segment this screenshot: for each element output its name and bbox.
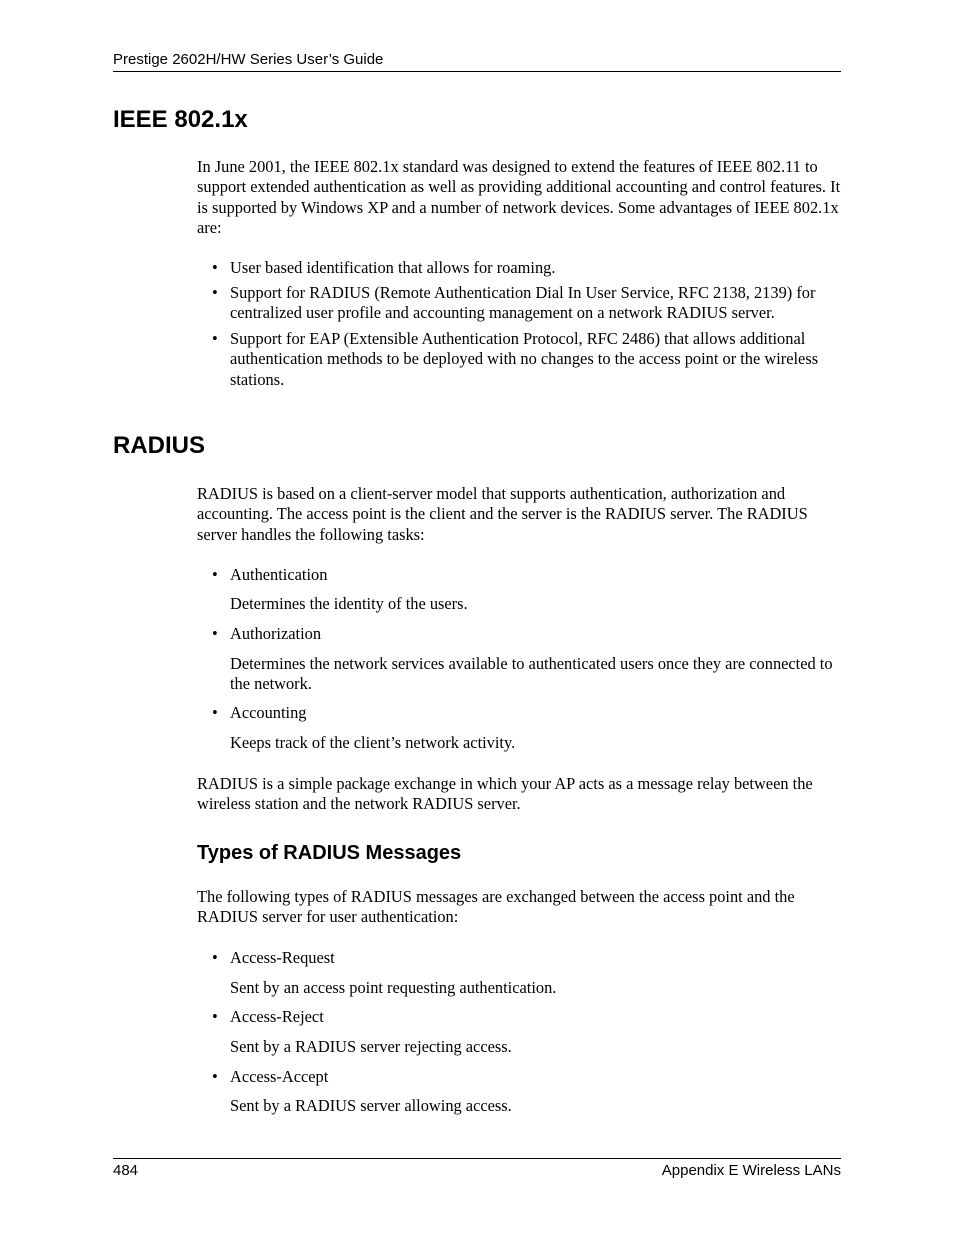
list-item-text: Authorization bbox=[230, 624, 322, 643]
footer-rule bbox=[113, 1158, 841, 1159]
list-item-description: Sent by a RADIUS server allowing access. bbox=[230, 1096, 512, 1115]
list-item-description: Keeps track of the client’s network activity. bbox=[230, 733, 516, 752]
page-number: 484 bbox=[113, 1162, 139, 1179]
list-item-text: Support for EAP (Extensible Authentication Protocol, RFC 2486) that allows additional authentication methods to be deployed with no changes to the access point or the wireless stations. bbox=[230, 329, 819, 389]
ieee-intro-paragraph: In June 2001, the IEEE 802.1x standard was designed to extend the features of IEEE 802.11 to support extended authentication as well as providing additional accounting and control features. It is supported by Windows XP and a number of network devices. Some advantages of IEEE 802.1x are: bbox=[197, 157, 841, 237]
bullet-icon: • bbox=[212, 1007, 218, 1026]
section-heading-ieee: IEEE 802.1x bbox=[113, 106, 248, 133]
bullet-icon: • bbox=[212, 258, 218, 277]
header-rule bbox=[113, 71, 841, 72]
bullet-icon: • bbox=[212, 329, 218, 348]
radius-outro-paragraph: RADIUS is a simple package exchange in which your AP acts as a message relay between the wireless station and the network RADIUS server. bbox=[197, 774, 813, 814]
list-item bbox=[212, 565, 842, 585]
list-item-description: Sent by a RADIUS server rejecting access. bbox=[230, 1037, 512, 1056]
list-item bbox=[212, 258, 842, 278]
bullet-icon: • bbox=[212, 565, 218, 584]
list-item-description: Determines the network services available to authenticated users once they are connected to the network. bbox=[230, 654, 833, 694]
radius-intro-paragraph: RADIUS is based on a client-server model that supports authentication, authorization and accounting. The access point is the client and the server is the RADIUS server. The RADIUS server handles the following tasks: bbox=[197, 484, 808, 544]
bullet-icon: • bbox=[212, 624, 218, 643]
running-header: Prestige 2602H/HW Series User’s Guide bbox=[113, 51, 384, 68]
list-item bbox=[212, 948, 842, 968]
section-heading-radius: RADIUS bbox=[113, 432, 206, 459]
bullet-icon: • bbox=[212, 1067, 218, 1086]
list-item bbox=[212, 1067, 842, 1087]
subsection-heading-messages: Types of RADIUS Messages bbox=[197, 842, 462, 864]
list-item bbox=[212, 329, 842, 390]
list-item-text: User based identification that allows for roaming. bbox=[230, 258, 556, 277]
list-item-text: Authentication bbox=[230, 565, 328, 584]
list-item-text: Access-Accept bbox=[230, 1067, 329, 1086]
list-item bbox=[212, 703, 842, 723]
bullet-icon: • bbox=[212, 703, 218, 722]
list-item-description: Determines the identity of the users. bbox=[230, 594, 468, 613]
list-item-text: Access-Reject bbox=[230, 1007, 324, 1026]
bullet-icon: • bbox=[212, 283, 218, 302]
list-item-text: Support for RADIUS (Remote Authentication Dial In User Service, RFC 2138, 2139) for centralized user profile and accounting management on a network RADIUS server. bbox=[230, 283, 816, 323]
list-item-description: Sent by an access point requesting authentication. bbox=[230, 978, 557, 997]
list-item bbox=[212, 1007, 842, 1027]
list-item bbox=[212, 624, 842, 644]
footer-section-title: Appendix E Wireless LANs bbox=[661, 1162, 841, 1179]
bullet-icon: • bbox=[212, 948, 218, 967]
list-item-text: Accounting bbox=[230, 703, 307, 722]
messages-intro-paragraph: The following types of RADIUS messages are exchanged between the access point and the RADIUS server for user authentication: bbox=[197, 887, 795, 927]
list-item-text: Access-Request bbox=[230, 948, 335, 967]
list-item bbox=[212, 283, 842, 324]
